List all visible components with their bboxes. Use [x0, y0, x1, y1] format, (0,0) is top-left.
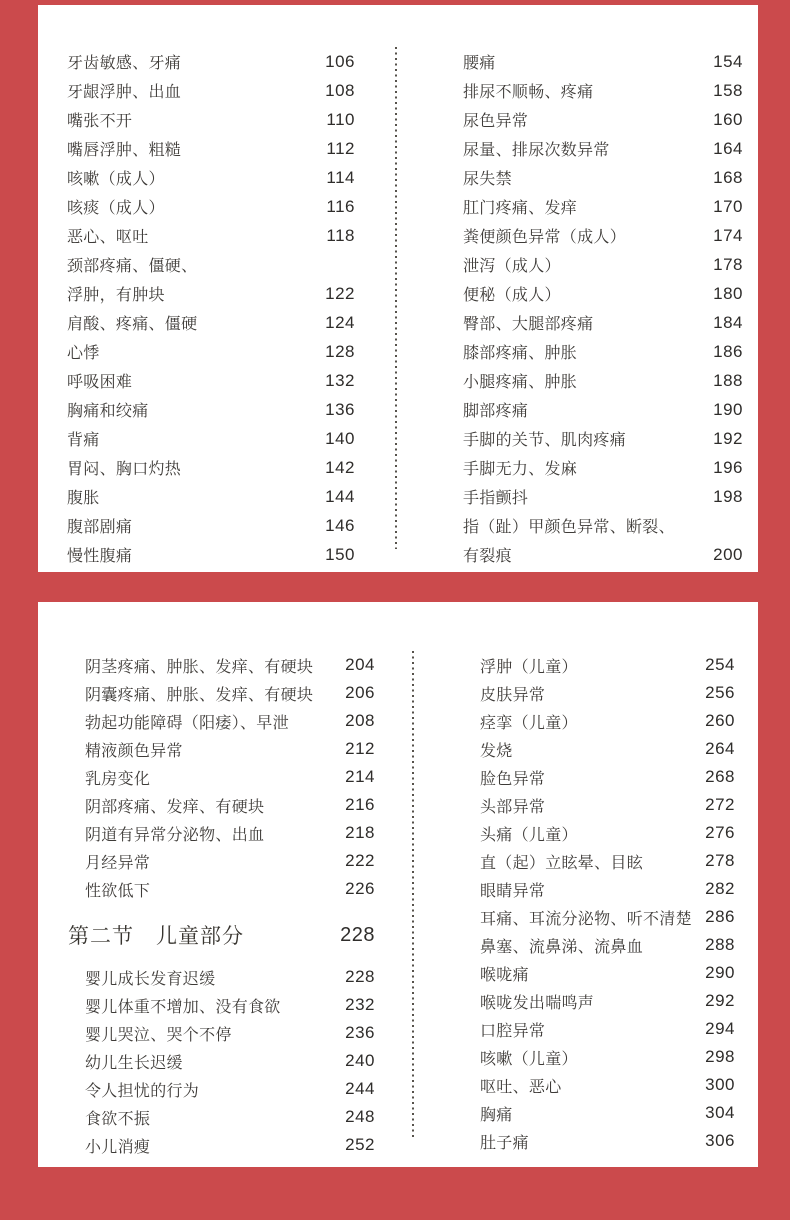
toc-entry-page-number: 132: [325, 370, 355, 390]
toc-entry: [480, 1015, 735, 1043]
toc-entry: [67, 453, 355, 482]
toc-entry: [480, 959, 735, 987]
toc-entry: [480, 1043, 735, 1071]
toc-entry-page-number: 208: [345, 711, 375, 730]
toc-entry: [463, 395, 743, 424]
toc-entry-label: 泄泻（成人）: [463, 258, 561, 275]
toc-entry: [85, 763, 375, 791]
toc-entries-after-header: [85, 963, 375, 1159]
toc-column-top-left: [67, 47, 355, 569]
toc-entry-page-number: 180: [713, 283, 743, 303]
toc-entry-label: 阴囊疼痛、肿胀、发痒、有硬块: [85, 686, 314, 704]
toc-entry: [85, 1047, 375, 1075]
toc-entry: [85, 847, 375, 875]
toc-entry-label: 膝部疼痛、肿胀: [463, 345, 578, 362]
toc-entry-page-number: 186: [713, 341, 743, 361]
toc-entry: [463, 192, 743, 221]
toc-entry-label: 勃起功能障碍（阳痿）、早泄: [85, 714, 289, 732]
toc-entry: [480, 987, 735, 1015]
toc-entry-page-number: 212: [345, 739, 375, 758]
toc-entry: [480, 679, 735, 707]
toc-entry: [463, 47, 743, 76]
toc-entry-label: 浮肿，有肿块: [67, 287, 165, 304]
toc-entry-page-number: 204: [345, 655, 375, 674]
toc-entry-label: 颈部疼痛、僵硬、: [67, 258, 198, 275]
toc-entry-page-number: 298: [705, 1047, 735, 1066]
toc-entry-label: 皮肤异常: [480, 686, 546, 704]
toc-entry-label: 直（起）立眩晕、目眩: [480, 854, 644, 872]
toc-entry: [67, 250, 355, 279]
toc-entry: [85, 1019, 375, 1047]
toc-entry-label: 腰痛: [463, 55, 496, 72]
toc-entry: [480, 931, 735, 959]
toc-entry: [463, 453, 743, 482]
toc-entry: [67, 482, 355, 511]
toc-entry-page-number: 254: [705, 655, 735, 674]
toc-entry-page-number: 228: [345, 967, 375, 986]
toc-entry-page-number: 154: [713, 51, 743, 71]
toc-entry-page-number: 216: [345, 795, 375, 814]
toc-entry: [67, 337, 355, 366]
toc-entry: [480, 903, 735, 931]
toc-entry-page-number: 304: [705, 1103, 735, 1122]
toc-entry-page-number: 158: [713, 80, 743, 100]
toc-entry-label: 手脚无力、发麻: [463, 461, 578, 478]
toc-entry: [67, 221, 355, 250]
toc-entry-label: 阴道有异常分泌物、出血: [85, 826, 265, 844]
toc-entry-page-number: 192: [713, 428, 743, 448]
toc-entry-page-number: 144: [325, 486, 355, 506]
toc-entry-page-number: 110: [326, 109, 355, 129]
section-header: [68, 917, 375, 953]
toc-entry-page-number: 122: [325, 283, 355, 303]
toc-entry: [67, 540, 355, 569]
dotted-divider: [412, 651, 414, 1139]
toc-panel-adult-symptoms: [38, 5, 758, 572]
toc-entry-label: 阴茎疼痛、肿胀、发痒、有硬块: [85, 658, 314, 676]
toc-entry-page-number: 292: [705, 991, 735, 1010]
toc-entry-label: 鼻塞、流鼻涕、流鼻血: [480, 938, 644, 956]
toc-entry-page-number: 288: [705, 935, 735, 954]
toc-entry-label: 婴儿成长发育迟缓: [85, 970, 216, 988]
toc-entry-label: 咳痰（成人）: [67, 200, 165, 217]
toc-entry: [463, 76, 743, 105]
toc-entry: [85, 1131, 375, 1159]
toc-entry-label: 胸痛: [480, 1106, 513, 1124]
toc-entry-label: 婴儿体重不增加、没有食欲: [85, 998, 281, 1016]
toc-entry-page-number: 256: [705, 683, 735, 702]
toc-entry: [85, 679, 375, 707]
toc-entry: [463, 279, 743, 308]
toc-entry-page-number: 188: [713, 370, 743, 390]
toc-entry: [463, 250, 743, 279]
toc-entry-page-number: 218: [345, 823, 375, 842]
section-header-page-number: 228: [340, 923, 375, 946]
toc-entry-label: 眼睛异常: [480, 882, 546, 900]
toc-entry-page-number: 306: [705, 1131, 735, 1150]
toc-entry-label: 脚部疼痛: [463, 403, 529, 420]
toc-entry: [463, 105, 743, 134]
toc-entry-page-number: 164: [713, 138, 743, 158]
toc-entry-label: 肛门疼痛、发痒: [463, 200, 578, 217]
toc-entry-label: 令人担忧的行为: [85, 1082, 200, 1100]
toc-entry: [463, 134, 743, 163]
toc-entry-page-number: 252: [345, 1135, 375, 1154]
toc-entry-page-number: 264: [705, 739, 735, 758]
toc-entry-label: 慢性腹痛: [67, 548, 133, 565]
toc-entry-page-number: 214: [345, 767, 375, 786]
toc-entry: [85, 735, 375, 763]
toc-entry: [480, 819, 735, 847]
section-header-label: 第二节 儿童部分: [68, 925, 244, 948]
toc-entry: [67, 76, 355, 105]
toc-entry-page-number: 290: [705, 963, 735, 982]
toc-entry-page-number: 108: [325, 80, 355, 100]
toc-entry: [67, 279, 355, 308]
toc-entry: [463, 221, 743, 250]
toc-entry: [67, 395, 355, 424]
toc-entry-page-number: 282: [705, 879, 735, 898]
toc-entry: [67, 105, 355, 134]
toc-entry-page-number: 226: [345, 879, 375, 898]
toc-entry-label: 小儿消瘦: [85, 1138, 151, 1156]
toc-entry-page-number: 272: [705, 795, 735, 814]
toc-entry-page-number: 184: [713, 312, 743, 332]
toc-entry-page-number: 140: [325, 428, 355, 448]
toc-entry-page-number: 146: [325, 515, 355, 535]
toc-entry-label: 指（趾）甲颜色异常、断裂、: [463, 519, 675, 536]
toc-entry: [480, 1099, 735, 1127]
toc-entry-label: 脸色异常: [480, 770, 546, 788]
toc-entry-label: 食欲不振: [85, 1110, 151, 1128]
toc-entry-label: 耳痛、耳流分泌物、听不清楚: [480, 910, 692, 928]
toc-entry-label: 小腿疼痛、肿胀: [463, 374, 578, 391]
toc-entry-page-number: 136: [325, 399, 355, 419]
toc-entry-page-number: 124: [325, 312, 355, 332]
toc-entry: [85, 1075, 375, 1103]
toc-entry-page-number: 196: [713, 457, 743, 477]
toc-entries-before-header: [85, 651, 375, 903]
toc-entry-label: 幼儿生长迟缓: [85, 1054, 183, 1072]
toc-entry-page-number: 142: [325, 457, 355, 477]
toc-entry-label: 浮肿（儿童）: [480, 658, 578, 676]
toc-entry: [85, 991, 375, 1019]
toc-entry-label: 精液颜色异常: [85, 742, 183, 760]
toc-entry: [463, 482, 743, 511]
toc-entry-page-number: 278: [705, 851, 735, 870]
toc-entry-page-number: 276: [705, 823, 735, 842]
toc-entry-label: 嘴唇浮肿、粗糙: [67, 142, 182, 159]
toc-entry-label: 尿失禁: [463, 171, 512, 188]
toc-entry-label: 呼吸困难: [67, 374, 133, 391]
toc-entry-label: 胃闷、胸口灼热: [67, 461, 182, 478]
toc-entry: [85, 875, 375, 903]
toc-entry: [67, 134, 355, 163]
toc-entry-label: 手脚的关节、肌肉疼痛: [463, 432, 627, 449]
toc-entry: [85, 791, 375, 819]
toc-entry-page-number: 222: [345, 851, 375, 870]
toc-entry-label: 性欲低下: [85, 882, 151, 900]
toc-entry-label: 口腔异常: [480, 1022, 546, 1040]
toc-entry: [67, 511, 355, 540]
toc-entry-page-number: 248: [345, 1107, 375, 1126]
toc-entry-label: 腹胀: [67, 490, 100, 507]
toc-entry-label: 咳嗽（成人）: [67, 171, 165, 188]
toc-entry-page-number: 198: [713, 486, 743, 506]
toc-entry-label: 咳嗽（儿童）: [480, 1050, 578, 1068]
toc-panel-children-symptoms: [38, 602, 758, 1167]
toc-entry: [85, 963, 375, 991]
toc-entry: [480, 735, 735, 763]
toc-entry: [463, 511, 743, 540]
toc-entry-label: 婴儿哭泣、哭个不停: [85, 1026, 232, 1044]
toc-entry-label: 阴部疼痛、发痒、有硬块: [85, 798, 265, 816]
toc-entry-page-number: 118: [326, 225, 355, 245]
dotted-divider: [395, 47, 397, 549]
toc-column-bottom-left: [68, 651, 375, 1159]
toc-entry-label: 尿量、排尿次数异常: [463, 142, 610, 159]
toc-entry-page-number: 236: [345, 1023, 375, 1042]
toc-entry: [463, 308, 743, 337]
toc-entry: [85, 1103, 375, 1131]
toc-entry-page-number: 240: [345, 1051, 375, 1070]
toc-entry: [67, 424, 355, 453]
toc-entry-label: 腹部剧痛: [67, 519, 133, 536]
toc-entry-page-number: 112: [326, 138, 355, 158]
toc-entry-label: 喉咙痛: [480, 966, 529, 984]
toc-entry-label: 恶心、呕吐: [67, 229, 149, 246]
toc-entry: [480, 847, 735, 875]
toc-entry-page-number: 244: [345, 1079, 375, 1098]
toc-entry: [463, 163, 743, 192]
toc-entry-page-number: 200: [713, 544, 743, 564]
toc-entry: [480, 763, 735, 791]
toc-entry-page-number: 286: [705, 907, 735, 926]
toc-entry: [480, 1127, 735, 1155]
toc-entry: [463, 540, 743, 569]
toc-entry-label: 有裂痕: [463, 548, 512, 565]
toc-entry-page-number: 174: [713, 225, 743, 245]
toc-entry-page-number: 294: [705, 1019, 735, 1038]
toc-entry-label: 喉咙发出喘鸣声: [480, 994, 595, 1012]
toc-entry-label: 头痛（儿童）: [480, 826, 578, 844]
toc-entry-page-number: 232: [345, 995, 375, 1014]
toc-entry: [463, 366, 743, 395]
toc-column-top-right: [463, 47, 743, 569]
toc-entry: [85, 707, 375, 735]
toc-entry-page-number: 190: [713, 399, 743, 419]
toc-entry: [85, 651, 375, 679]
toc-entry-label: 牙龈浮肿、出血: [67, 84, 182, 101]
toc-entry-label: 月经异常: [85, 854, 151, 872]
toc-entry: [463, 424, 743, 453]
toc-entry-label: 便秘（成人）: [463, 287, 561, 304]
toc-entry-label: 胸痛和绞痛: [67, 403, 149, 420]
toc-entry-label: 痉挛（儿童）: [480, 714, 578, 732]
toc-entry: [480, 707, 735, 735]
toc-entry: [480, 875, 735, 903]
toc-entry-page-number: 114: [326, 167, 355, 187]
toc-entry: [67, 308, 355, 337]
toc-entry-page-number: 168: [713, 167, 743, 187]
toc-entry-label: 肚子痛: [480, 1134, 529, 1152]
toc-entry-label: 发烧: [480, 742, 513, 760]
toc-entry-page-number: 268: [705, 767, 735, 786]
toc-entry-label: 手指颤抖: [463, 490, 529, 507]
toc-column-bottom-right: [480, 651, 735, 1155]
toc-entry-page-number: 178: [713, 254, 743, 274]
toc-entry-page-number: 128: [325, 341, 355, 361]
toc-entry: [67, 47, 355, 76]
toc-entry-label: 排尿不顺畅、疼痛: [463, 84, 594, 101]
toc-entry-page-number: 160: [713, 109, 743, 129]
toc-entry-label: 呕吐、恶心: [480, 1078, 562, 1096]
toc-entry-page-number: 206: [345, 683, 375, 702]
toc-entry-label: 臀部、大腿部疼痛: [463, 316, 594, 333]
toc-entry-page-number: 106: [325, 51, 355, 71]
toc-entry-page-number: 150: [325, 544, 355, 564]
toc-entry: [480, 651, 735, 679]
toc-entry: [480, 791, 735, 819]
toc-entry-label: 心悸: [67, 345, 100, 362]
toc-entry-label: 背痛: [67, 432, 100, 449]
toc-entry-label: 牙齿敏感、牙痛: [67, 55, 182, 72]
toc-entry: [67, 192, 355, 221]
toc-entry-page-number: 170: [713, 196, 743, 216]
toc-entry: [67, 163, 355, 192]
toc-entry-label: 肩酸、疼痛、僵硬: [67, 316, 198, 333]
toc-entry-page-number: 116: [326, 196, 355, 216]
toc-entry-label: 粪便颜色异常（成人）: [463, 229, 627, 246]
toc-entry-page-number: 260: [705, 711, 735, 730]
toc-entry-label: 乳房变化: [85, 770, 151, 788]
toc-entry: [85, 819, 375, 847]
toc-entry: [67, 366, 355, 395]
toc-entry-label: 尿色异常: [463, 113, 529, 130]
toc-entry-page-number: 300: [705, 1075, 735, 1094]
toc-entry-label: 头部异常: [480, 798, 546, 816]
toc-entry: [480, 1071, 735, 1099]
toc-entry-label: 嘴张不开: [67, 113, 133, 130]
toc-entry: [463, 337, 743, 366]
